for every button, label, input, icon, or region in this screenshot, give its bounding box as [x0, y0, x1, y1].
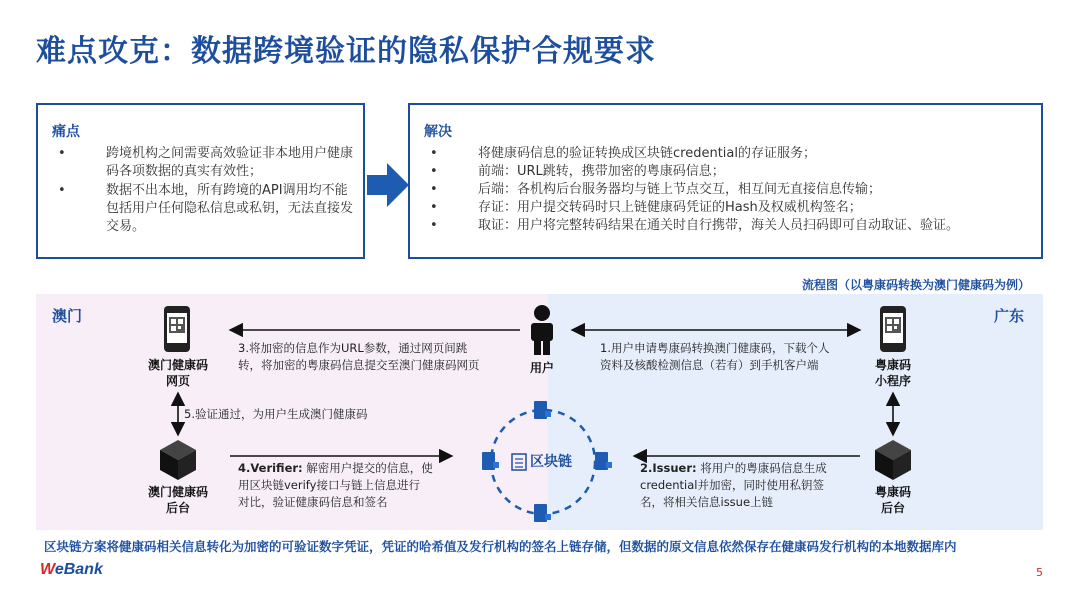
step-2-text: 2.Issuer: 将用户的粤康码信息生成 credential并加密，同时使用私钥签 名，将相关信息issue上链	[640, 461, 827, 509]
list-item: • 将健康码信息的验证转换成区块链credential的存证服务；	[430, 146, 816, 161]
server-cube-icon	[160, 440, 196, 480]
macau-backend-label: 澳门健康码 后台	[147, 485, 208, 515]
user-label: 用户	[529, 361, 554, 375]
macau-web-label: 澳门健康码 网页	[147, 358, 208, 388]
list-item: • 跨境机构之间需要高效验证非本地用户健康码各项数据的真实有效性；	[58, 146, 354, 179]
list-item: • 后端：各机构后台服务器均与链上节点交互，相互间无直接信息传输；	[430, 182, 882, 197]
step-5-text: 5.验证通过，为用户生成澳门健康码	[184, 407, 368, 421]
server-node-icon	[482, 452, 499, 470]
list-item: • 存证：用户提交转码时只上链健康码凭证的Hash及权威机构签名；	[430, 200, 862, 215]
phone-qr-icon	[164, 306, 190, 352]
step-3-text: 3.将加密的信息作为URL参数，通过网页间跳 转，将加密的粤康码信息提交至澳门健康码网页	[238, 341, 480, 372]
macau-label: 澳门	[52, 307, 83, 325]
webank-logo: WeBank	[40, 561, 103, 578]
phone-qr-icon	[880, 306, 906, 352]
step-1-text: 1.用户申请粤康码转换澳门健康码，下载个人 资料及核酸检测信息（若有）到手机客户端	[600, 341, 830, 372]
page-number: 5	[1036, 566, 1043, 579]
solution-heading: 解决	[424, 124, 452, 140]
list-item: • 前端：URL跳转，携带加密的粤康码信息；	[430, 164, 725, 179]
list-item: • 数据不出本地，所有跨境的API调用均不能包括用户任何隐私信息或私钥，无法直接发交易。	[58, 183, 354, 234]
blockchain-ledger-icon	[512, 454, 526, 470]
footer-note: 区块链方案将健康码相关信息转化为加密的可验证数字凭证，凭证的哈希值及发行机构的签名上链存储，但数据的原文信息依然保存在健康码发行机构的本地数据库内	[44, 539, 957, 554]
server-node-icon	[595, 452, 612, 470]
flow-caption: 流程图（以粤康码转换为澳门健康码为例）	[801, 278, 1030, 292]
pain-heading: 痛点	[52, 124, 80, 140]
gd-backend-label: 粤康码 后台	[874, 485, 911, 515]
user-icon	[531, 305, 553, 355]
server-node-icon	[534, 504, 551, 522]
blockchain-label: 区块链	[530, 454, 572, 470]
server-cube-icon	[875, 440, 911, 480]
guangdong-label: 广东	[994, 307, 1025, 325]
list-item: • 取证：用户将完整转码结果在通关时自行携带，海关人员扫码即可自动取证、验证。	[430, 218, 960, 233]
gd-app-label: 粤康码 小程序	[874, 358, 911, 388]
step-4-text: 4.Verifier: 解密用户提交的信息，使 用区块链verify接口与链上信息进行 对比，验证健康码信息和签名	[238, 461, 433, 509]
page-title: 难点攻克：数据跨境验证的隐私保护合规要求	[36, 34, 656, 69]
